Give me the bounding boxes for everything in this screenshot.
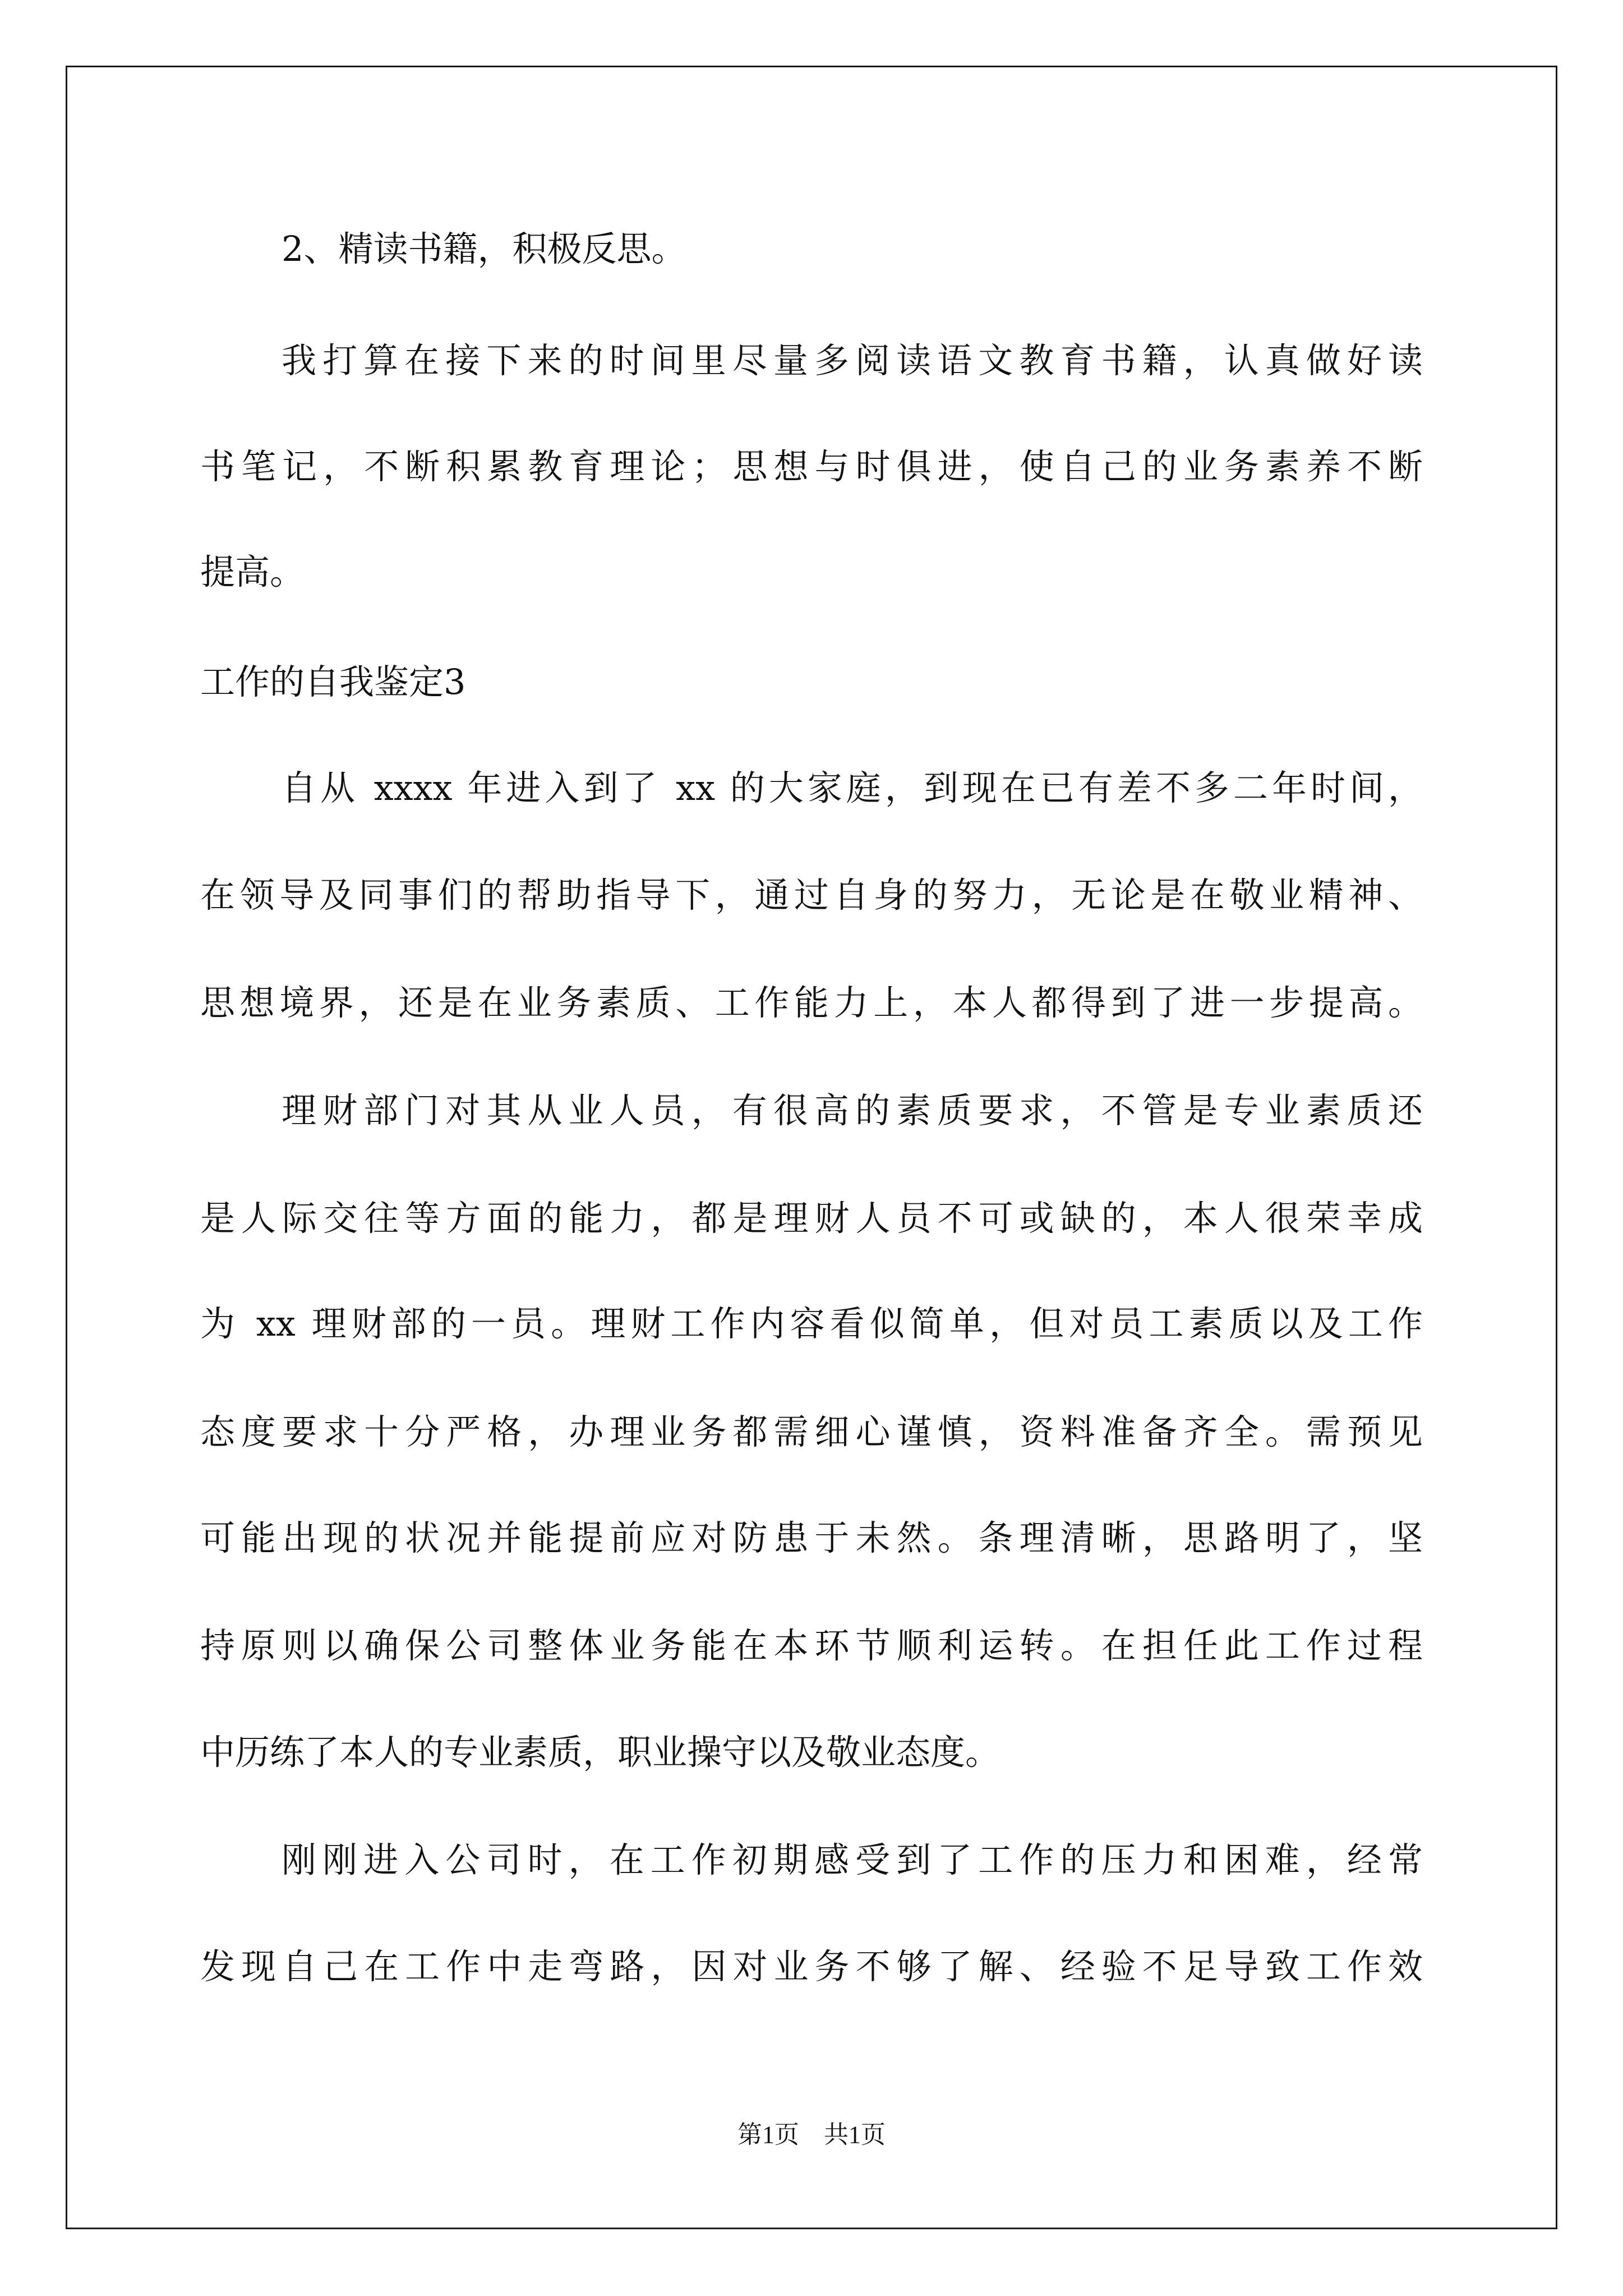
paragraph-line: 提高。 <box>200 551 305 592</box>
paragraph-line: 书笔记，不断积累教育理论；思想与时俱进，使自己的业务素养不断 <box>200 446 1423 487</box>
paragraph-line: 刚刚进入公司时，在工作初期感受到了工作的压力和困难，经常 <box>282 1839 1423 1880</box>
paragraph-line: 自从 xxxx 年进入到了 xx 的大家庭，到现在已有差不多二年时间， <box>282 767 1423 808</box>
paragraph-line: 思想境界，还是在业务素质、工作能力上，本人都得到了进一步提高。 <box>200 982 1423 1023</box>
paragraph-line: 持原则以确保公司整体业务能在本环节顺利运转。在担任此工作过程 <box>200 1625 1423 1666</box>
paragraph-line: 在领导及同事们的帮助指导下，通过自身的努力，无论是在敬业精神、 <box>200 875 1423 915</box>
paragraph-line: 是人际交往等方面的能力，都是理财人员不可或缺的，本人很荣幸成 <box>200 1198 1423 1239</box>
page-border <box>66 66 1557 2229</box>
paragraph-line: 我打算在接下来的时间里尽量多阅读语文教育书籍，认真做好读 <box>282 340 1423 381</box>
paragraph-line: 为 xx 理财部的一员。理财工作内容看似简单，但对员工素质以及工作 <box>200 1303 1423 1344</box>
paragraph-line: 态度要求十分严格，办理业务都需细心谨慎，资料准备齐全。需预见 <box>200 1411 1423 1452</box>
paragraph-line: 中历练了本人的专业素质，职业操守以及敬业态度。 <box>200 1732 1000 1773</box>
paragraph-line: 发现自己在工作中走弯路，因对业务不够了解、经验不足导致工作效 <box>200 1946 1423 1987</box>
page-number-footer: 第1页 共1页 <box>737 2121 886 2148</box>
list-item-heading: 2、精读书籍，积极反思。 <box>282 228 686 269</box>
paragraph-line: 可能出现的状况并能提前应对防患于未然。条理清晰，思路明了，坚 <box>200 1517 1423 1558</box>
section-title: 工作的自我鉴定3 <box>200 661 466 702</box>
paragraph-line: 理财部门对其从业人员，有很高的素质要求，不管是专业素质还 <box>282 1090 1423 1131</box>
